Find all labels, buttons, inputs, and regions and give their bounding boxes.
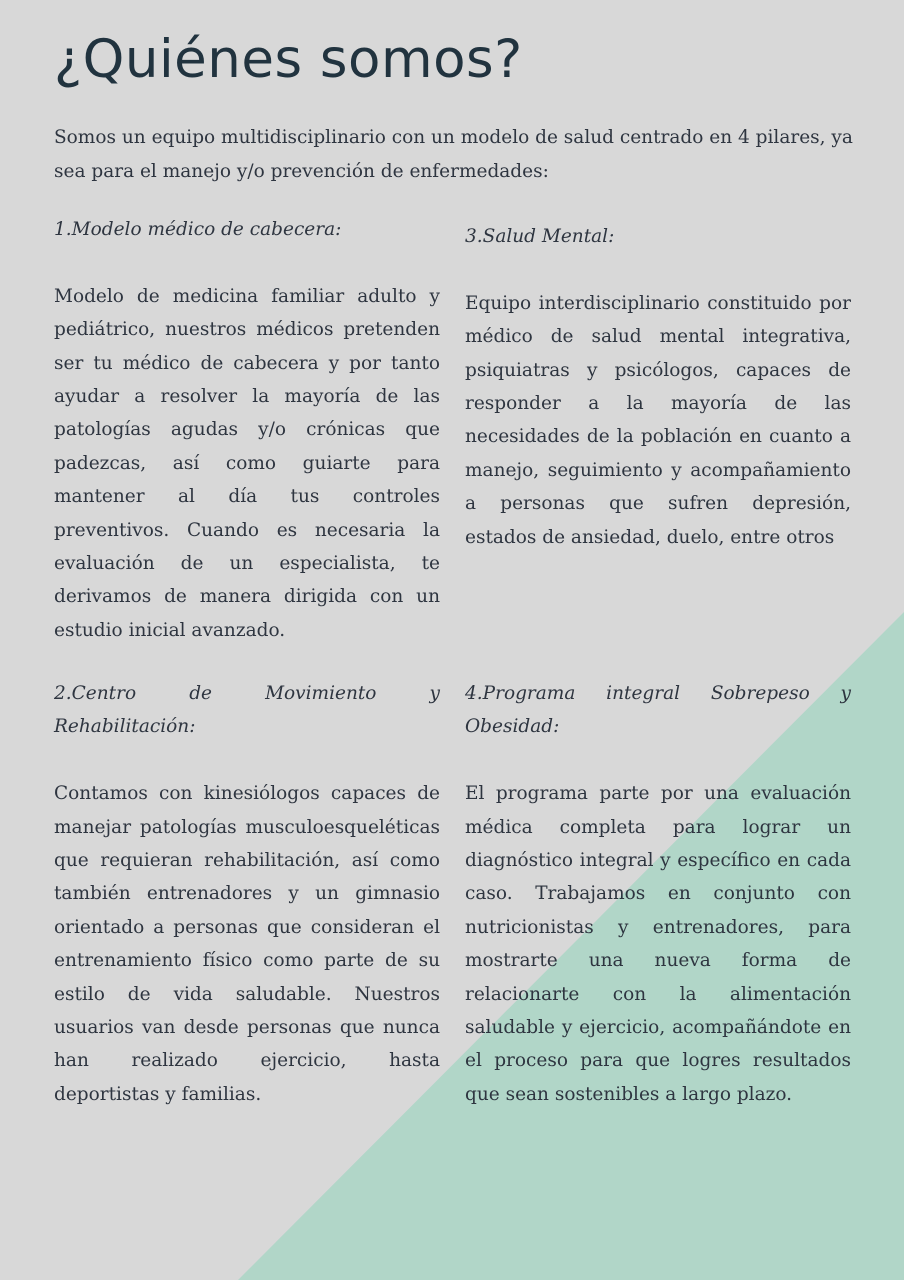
section-body: El programa parte por una evaluación médica completa para lograr un diagnóstico integral y específico en cada caso. Trabajamos en conjunto con nutricionistas y entrenadores, para mostrarte una nueva forma de relacionarte con la alimentación saludable y ejercicio, acompañándote en el proceso para que logres resultados que sean sostenibles a largo plazo. — [465, 783, 851, 1105]
page-title: ¿Quiénes somos? — [54, 29, 523, 90]
section-body: Modelo de medicina familiar adulto y pediátrico, nuestros médicos pretenden ser tu médico de cabecera y por tanto ayudar a resolver la mayoría de las patologías agudas y/o crónicas que padezcas, así como guiarte para mantener al día tus controles preventivos. Cuando es necesaria la evaluación de un especialista, te derivamos de manera dirigida con un estudio inicial avanzado. — [54, 285, 440, 641]
section-body: Contamos con kinesiólogos capaces de manejar patologías musculoesqueléticas que requieran rehabilitación, así como también entrenadores y un gimnasio orientado a personas que consideran el entrenamiento físico como parte de su estilo de vida saludable. Nuestros usuarios van desde personas que nunca han realizado ejercicio, hasta deportistas y familias. — [54, 783, 440, 1105]
section-heading: 2.Centro de Movimiento y Rehabilitación: — [54, 683, 440, 738]
section-heading: 3.Salud Mental: — [465, 226, 615, 247]
section-medico-cabecera — [54, 213, 440, 647]
section-heading: 4.Programa integral Sobrepeso y Obesidad: — [465, 683, 851, 738]
section-salud-mental — [465, 220, 851, 554]
section-sobrepeso-obesidad — [465, 677, 851, 1111]
section-body: Equipo interdisciplinario constituido por médico de salud mental integrativa, psiquiatras y psicólogos, capaces de responder a la mayoría de las necesidades de la población en cuanto a manejo, seguimiento y acompañamiento a personas que sufren depresión, estados de ansiedad, duelo, entre otros — [465, 292, 851, 548]
intro-paragraph: Somos un equipo multidisciplinario con un modelo de salud centrado en 4 pilares, ya sea para el manejo y/o prevención de enfermedades: — [54, 127, 853, 182]
section-heading: 1.Modelo médico de cabecera: — [54, 219, 342, 240]
section-movimiento-rehabilitacion — [54, 677, 440, 1111]
